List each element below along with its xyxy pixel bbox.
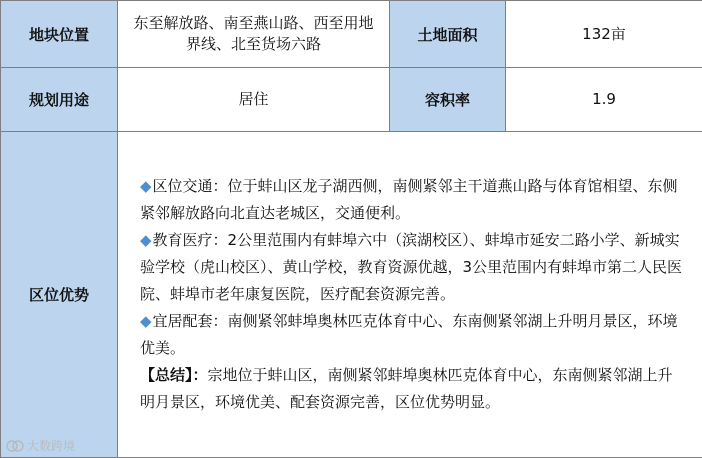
advantage-item <box>140 308 684 362</box>
far-label: 容积率 <box>390 68 506 132</box>
location-value: 东至解放路、南至燕山路、西至用地界线、北至货场六路 <box>118 1 390 68</box>
advantage-item <box>140 227 684 308</box>
use-label: 规划用途 <box>1 68 118 132</box>
diamond-bullet-icon: ◆ <box>140 312 152 330</box>
summary-text: 宗地位于蚌山区，南侧紧邻蚌埠奥林匹克体育中心，东南侧紧邻湖上升明月景区，环境优美、配套资源完善，区位优势明显。 <box>140 366 673 411</box>
advantage-text: 教育医疗：2公里范围内有蚌埠六中（滨湖校区）、蚌埠市延安二路小学、新城实验学校（虎山校区）、黄山学校，教育资源优越，3公里范围内有蚌埠市第二人民医院、蚌埠市老年康复医院，医疗配套资源完善。 <box>140 231 682 303</box>
logo-icon <box>6 439 24 453</box>
watermark <box>6 437 75 454</box>
table-row <box>1 132 702 458</box>
summary-label: 【总结】： <box>140 366 208 384</box>
area-label: 土地面积 <box>390 1 506 68</box>
table-row <box>1 1 702 68</box>
diamond-bullet-icon: ◆ <box>140 177 152 195</box>
advantage-text: 区位交通：位于蚌山区龙子湖西侧，南侧紧邻主干道燕山路与体育馆相望、东侧紧邻解放路向北直达老城区，交通便利。 <box>140 177 678 222</box>
watermark-text: 大数跨境 <box>27 437 75 454</box>
advantage-item <box>140 173 684 227</box>
area-value: 132亩 <box>506 1 702 68</box>
use-value: 居住 <box>118 68 390 132</box>
far-value: 1.9 <box>506 68 702 132</box>
diamond-bullet-icon: ◆ <box>140 231 152 249</box>
advantage-text: 宜居配套：南侧紧邻蚌埠奥林匹克体育中心、东南侧紧邻湖上升明月景区，环境优美。 <box>140 312 678 357</box>
advantage-content <box>118 132 702 458</box>
advantage-label: 区位优势 <box>1 132 118 458</box>
table-row <box>1 68 702 132</box>
location-label: 地块位置 <box>1 1 118 68</box>
summary-paragraph <box>140 362 684 416</box>
